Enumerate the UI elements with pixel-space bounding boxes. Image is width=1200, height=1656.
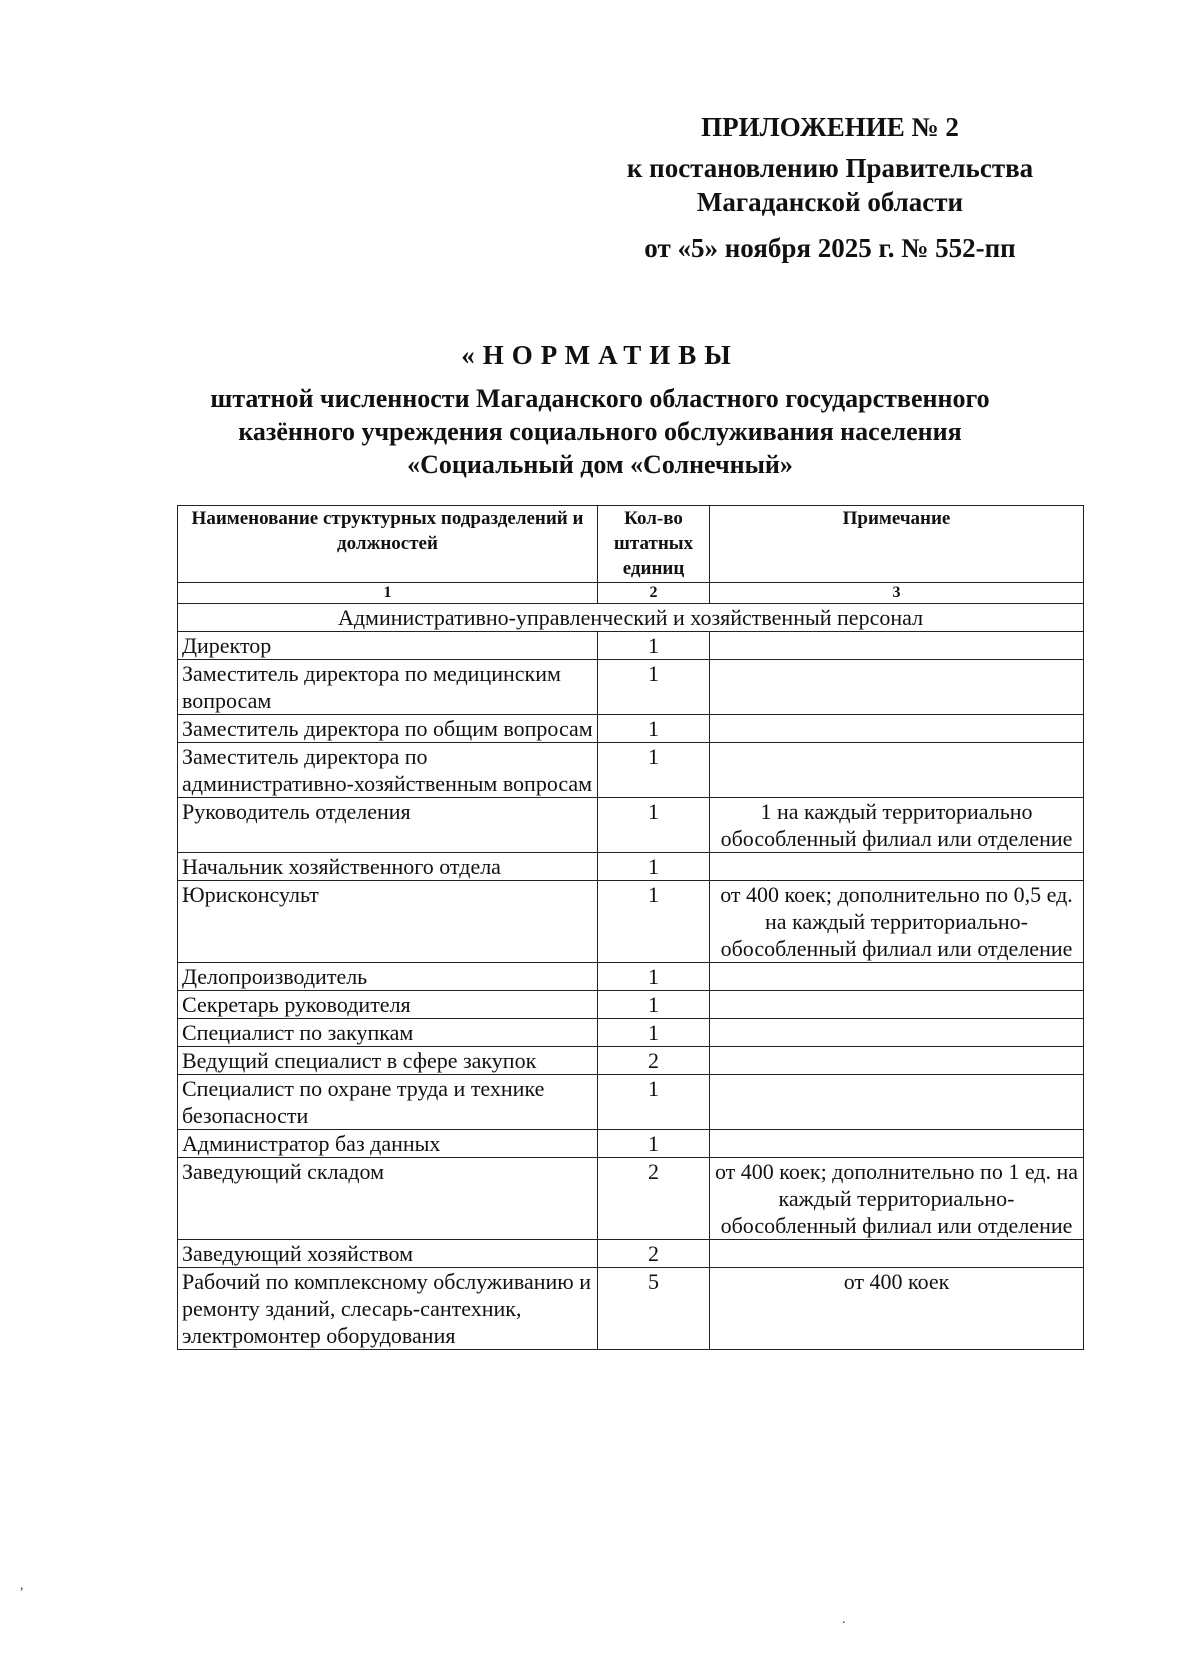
table-row [178,1268,1084,1350]
position-note: от 400 коек; дополнительно по 0,5 ед. на каждый территориально-обособленный филиал или отделение [710,881,1084,963]
position-note [710,632,1084,660]
position-note [710,853,1084,881]
appendix-line-1: к постановлению Правительства [626,153,1034,183]
table-row [178,798,1084,853]
position-note [710,1019,1084,1047]
appendix-title: ПРИЛОЖЕНИЕ № 2 [701,112,959,142]
position-name: Директор [178,632,598,660]
position-name: Ведущий специалист в сфере закупок [178,1047,598,1075]
position-note [710,1130,1084,1158]
position-name: Рабочий по комплексному обслуживанию и ремонту зданий, слесарь-сантехник, электромонтер оборудования [178,1268,598,1350]
position-name: Секретарь руководителя [178,991,598,1019]
position-quantity: 2 [598,1158,710,1240]
position-note [710,743,1084,798]
position-quantity: 1 [598,632,710,660]
position-quantity: 1 [598,715,710,743]
position-note [710,991,1084,1019]
column-number: 3 [710,583,1084,604]
position-name: Заместитель директора по медицинским вопросам [178,660,598,715]
header-note: Примечание [710,506,1084,583]
column-number: 1 [178,583,598,604]
position-name: Заместитель директора по административно-хозяйственным вопросам [178,743,598,798]
table-row [178,1075,1084,1130]
position-name: Заместитель директора по общим вопросам [178,715,598,743]
position-quantity: 2 [598,1047,710,1075]
table-row [178,881,1084,963]
table-row [178,1130,1084,1158]
position-quantity: 1 [598,853,710,881]
position-name: Администратор баз данных [178,1130,598,1158]
table-row [178,963,1084,991]
column-number: 2 [598,583,710,604]
table-number-row [178,583,1084,604]
position-name: Специалист по охране труда и технике безопасности [178,1075,598,1130]
scan-mark: . [842,1612,846,1627]
section-row [178,604,1084,632]
position-quantity: 1 [598,881,710,963]
position-quantity: 1 [598,963,710,991]
position-name: Заведующий складом [178,1158,598,1240]
table-header-row [178,506,1084,583]
position-quantity: 1 [598,743,710,798]
document-subtitle-line-3: «Социальный дом «Солнечный» [407,450,793,479]
position-quantity: 1 [598,1130,710,1158]
position-note [710,715,1084,743]
position-quantity: 1 [598,798,710,853]
document-subtitle-line-1: штатной численности Магаданского областного государственного [210,384,990,413]
position-note [710,1047,1084,1075]
appendix-line-2: Магаданской области [696,187,964,217]
table-row [178,743,1084,798]
position-quantity: 1 [598,1075,710,1130]
document-subtitle-line-2: казённого учреждения социального обслуживания населения [238,417,962,446]
table-row [178,632,1084,660]
table-row [178,1240,1084,1268]
position-name: Начальник хозяйственного отдела [178,853,598,881]
position-note [710,963,1084,991]
table-row [178,660,1084,715]
position-note [710,1240,1084,1268]
position-quantity: 1 [598,660,710,715]
position-name: Заведующий хозяйством [178,1240,598,1268]
staffing-table [177,505,1084,1350]
appendix-line-3: от «5» ноября 2025 г. № 552-пп [644,233,1016,263]
table-row [178,853,1084,881]
position-note: от 400 коек [710,1268,1084,1350]
position-note: 1 на каждый территориально обособленный филиал или отделение [710,798,1084,853]
table-row [178,1158,1084,1240]
header-quantity: Кол-во штатных единиц [598,506,710,583]
position-note: от 400 коек; дополнительно по 1 ед. на каждый территориально-обособленный филиал или отделение [710,1158,1084,1240]
position-note [710,660,1084,715]
position-name: Юрисконсульт [178,881,598,963]
position-quantity: 1 [598,991,710,1019]
position-name: Руководитель отделения [178,798,598,853]
table-row [178,1047,1084,1075]
position-quantity: 2 [598,1240,710,1268]
position-name: Делопроизводитель [178,963,598,991]
scan-mark: , [20,1578,24,1593]
document-title: «НОРМАТИВЫ [461,340,739,370]
position-note [710,1075,1084,1130]
table-row [178,715,1084,743]
section-title: Административно-управленческий и хозяйственный персонал [178,604,1084,632]
position-quantity: 1 [598,1019,710,1047]
table-row [178,1019,1084,1047]
position-name: Специалист по закупкам [178,1019,598,1047]
position-quantity: 5 [598,1268,710,1350]
table-row [178,991,1084,1019]
header-name: Наименование структурных подразделений и должностей [178,506,598,583]
